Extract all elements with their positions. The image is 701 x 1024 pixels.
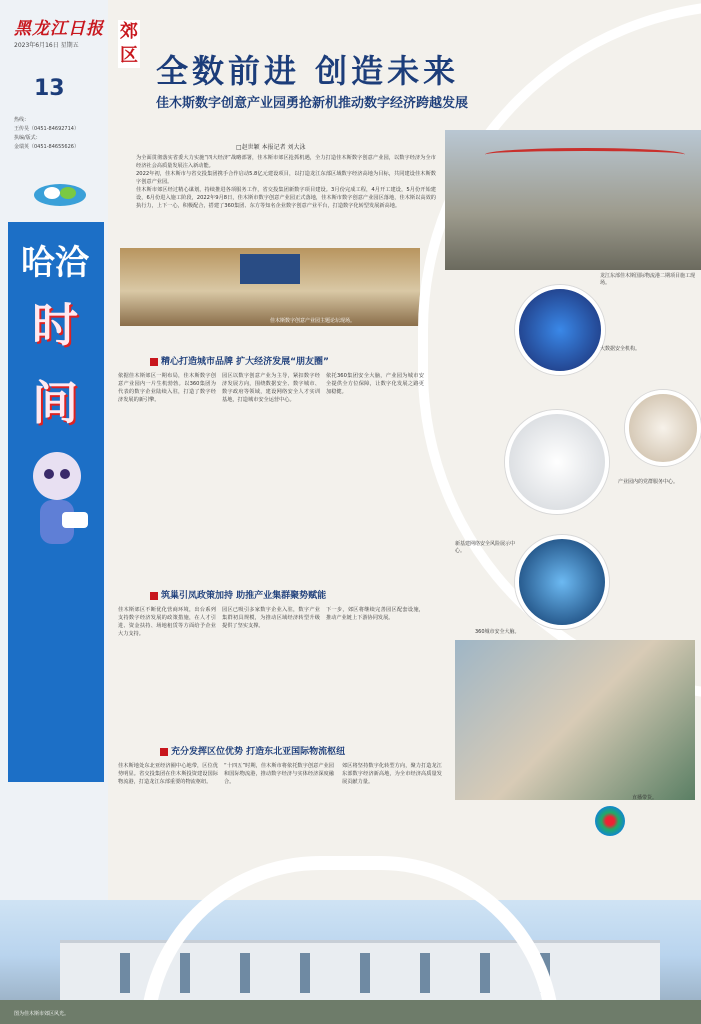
lead-paragraph: 为全面贯彻落实省委大力实施“四大经济”战略部署，佳木斯市郊区抢抓机遇，全力打造佳木斯数字创意产业园，以数字经济为全市经济社会高质量发展注入新动能。 xyxy=(136,155,436,169)
section-paragraph: 佳木斯郊区不断优化营商环境，出台系列支持数字经济发展的政策措施，在人才引进、资金扶持、场地租赁等方面给予企业大力支持。 xyxy=(118,607,216,637)
lead-paragraph: 佳木斯市郊区经过精心谋划，持续推进各项服务工作，省交投集团新数字项目建设。3月份完成工程，4月开工建设，5月份开始建设，6月份进入施工阶段，2022年9月8日，佳木斯市数字创意产业园正式落地，佳木斯市数字创意产业园区落地，佳木斯以高效的执行力，上下一心，积极配合，搭建了360集团、东方等知名企业数字创意产业平台，打造数字化转型发展新高地。 xyxy=(136,187,436,209)
contact-line: 金瑞英（0451-84655626） xyxy=(14,144,79,150)
window xyxy=(120,953,130,993)
masthead: 黑龙江日报 xyxy=(14,19,104,39)
ground-strip xyxy=(0,1000,701,1024)
page-headline: 全数前进 创造未来 xyxy=(156,52,460,90)
forum-photo xyxy=(120,248,420,326)
sub-headline: 佳木斯数字创意产业园勇抢新机推动数字经济跨越发展 xyxy=(156,96,469,111)
section-column xyxy=(118,762,218,786)
section-column xyxy=(342,762,442,786)
service-center-photo xyxy=(625,390,701,466)
section-column xyxy=(224,762,334,786)
section-column xyxy=(118,606,216,638)
byline: □赵世颖 本报记者 刘大泳 xyxy=(236,144,306,151)
section-kicker: 郊区 xyxy=(120,21,138,66)
section-paragraph: 园区以数字创意产业为主导，紧扣数字经济发展方向，围绕数据安全、数字城市、数字政府等领域，建设网络安全人才实训基地，打造城市安全运营中心。 xyxy=(222,373,320,403)
section-column xyxy=(326,606,424,622)
section-paragraph: “十四五”时期，佳木斯市将依托数字创意产业园和国际物流港，推动数字经济与实体经济深度融合。 xyxy=(224,763,334,785)
park-logo-icon xyxy=(595,806,625,836)
section-title: 充分发挥区位优势 打造东北亚国际物流枢纽 xyxy=(160,744,345,757)
c1-caption: 大数据安全机构。 xyxy=(600,346,641,352)
section-paragraph: 郊区将坚持数字化转型方向，聚力打造龙江东部数字经济新高地，为全市经济高质量发展贡献力量。 xyxy=(342,763,442,785)
contact-info xyxy=(14,116,102,152)
section-column xyxy=(326,372,424,396)
c4-caption: 产业园内的党群服务中心。 xyxy=(618,479,679,485)
contact-line: 执编/版式： xyxy=(14,135,41,141)
sidebar-title-top: 哈洽 xyxy=(21,243,89,283)
white-arch-structure xyxy=(140,856,560,1024)
left-sidebar xyxy=(0,0,108,1024)
sidebar-brand xyxy=(20,240,90,442)
site-photo-caption: 龙江东部佳木斯国际物流港二期项目施工现场。 xyxy=(600,273,696,286)
section-marker-icon xyxy=(150,592,158,600)
section-column xyxy=(222,372,320,404)
c3-caption: 360城市安全大脑。 xyxy=(475,629,520,635)
page-number: 13 xyxy=(34,76,65,101)
c2-caption: 新基建网络安全风险展示中心。 xyxy=(455,541,516,554)
issue-date: 2023年6月16日 星期五 xyxy=(14,42,79,49)
mascot-character-icon xyxy=(22,440,92,560)
city-security-brain-photo xyxy=(515,535,609,629)
exhibition-center-photo xyxy=(505,410,609,514)
livestream-photo xyxy=(455,640,695,800)
lead-paragraph: 2022年初，佳木斯市与省交投集团携手合作启动5.8亿元建设项目，以打造龙江东部区域数字经济高地为目标，共同建设佳木斯数字创意产业园。 xyxy=(136,171,436,185)
livestream-caption: 直播带货。 xyxy=(632,795,658,801)
section-title: 筑巢引凤政策加持 助推产业集群聚势赋能 xyxy=(150,588,326,601)
stage-screen xyxy=(240,254,300,284)
section-marker-icon xyxy=(150,358,158,366)
footer-caption: 图为佳木斯市郊区风光。 xyxy=(14,1011,70,1017)
section-paragraph: 园区已吸引多家数字企业入驻，数字产业集群初具规模，为推动区域经济转型升级提供了坚实支撑。 xyxy=(222,607,320,629)
forum-photo-caption: 佳木斯数字创意产业园主题论坛现场。 xyxy=(270,318,356,324)
section-paragraph: 依据佳木斯郊区一期布局，佳木斯数字创意产业园内一片生机勃勃。以360集团为代表的数字企业陆续入驻，打造了数字经济发展的新引擎。 xyxy=(118,373,216,403)
lead-article xyxy=(136,154,436,210)
section-column xyxy=(222,606,320,630)
security-center-photo xyxy=(515,285,605,375)
contact-line: 热线： xyxy=(14,117,30,123)
bridge-structure-icon xyxy=(485,148,685,161)
mascot-logo-icon xyxy=(30,180,90,210)
section-title: 精心打造城市品牌 扩大经济发展“朋友圈” xyxy=(150,354,329,367)
section-paragraph: 依托360集团安全大脑，产业园为城市安全提供全方位保障，让数字化发展之路更加稳健。 xyxy=(326,373,424,395)
section-marker-icon xyxy=(160,748,168,756)
contact-line: 王传昊（0451-84692714） xyxy=(14,126,79,132)
sidebar-title-big: 时间 xyxy=(32,298,78,430)
section-paragraph: 下一步，郊区将继续完善园区配套设施，推动产业链上下游协同发展。 xyxy=(326,607,424,621)
section-column xyxy=(118,372,216,404)
section-paragraph: 佳木斯地处东北亚经济圈中心地带，区位优势明显。省交投集团在佳木斯投资建设国际物流港，打造龙江东部重要的物流枢纽。 xyxy=(118,763,218,785)
